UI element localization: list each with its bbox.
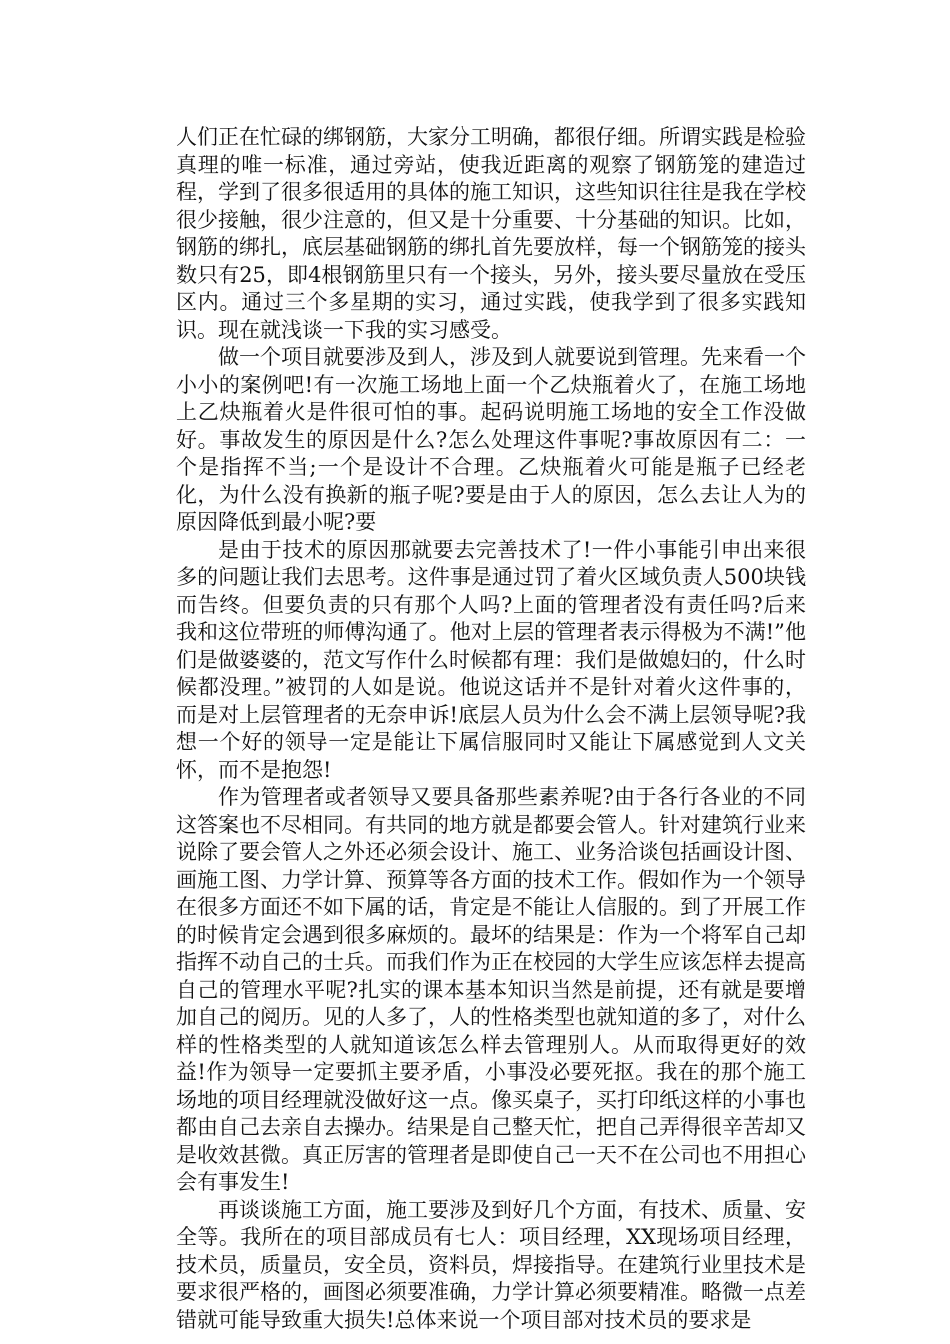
document-body xyxy=(176,124,806,1334)
paragraph-1: 人们正在忙碌的绑钢筋，大家分工明确，都很仔细。所谓实践是检验真理的唯一标准，通过旁站，使我近距离的观察了钢筋笼的建造过程，学到了很多很适用的具体的施工知识，这些知识往往是我在学校很少接触，很少注意的，但又是十分重要、十分基础的知识。比如，钢筋的绑扎，底层基础钢筋的绑扎首先要放样，每一个钢筋笼的接头数只有25，即4根钢筋里只有一个接头，另外，接头要尽量放在受压区内。通过三个多星期的实习，通过实践，使我学到了很多实践知识。现在就浅谈一下我的实习感受。 xyxy=(176,125,806,342)
paragraph-5: 再谈谈施工方面，施工要涉及到好几个方面，有技术、质量、安全等。我所在的项目部成员有七人：项目经理，XX现场项目经理，技术员，质量员，安全员，资料员，焊接指导。在建筑行业里技术是要求很严格的，画图必须要准确，力学计算必须要精准。略微一点差错就可能导致重大损失!总体来说一个项目部对技术员的要求是 xyxy=(176,1197,806,1332)
paragraph-4: 作为管理者或者领导又要具备那些素养呢?由于各行各业的不同这答案也不尽相同。有共同的地方就是都要会管人。针对建筑行业来说除了要会管人之外还必须会设计、施工、业务洽谈包括画设计图、画施工图、力学计算、预算等各方面的技术工作。假如作为一个领导在很多方面还不如下属的话，肯定是不能让人信服的。到了开展工作的时候肯定会遇到很多麻烦的。最坏的结果是：作为一个将军自己却指挥不动自己的士兵。而我们作为正在校园的大学生应该怎样去提高自己的管理水平呢?扎实的课本基本知识当然是前提，还有就是要增加自己的阅历。见的人多了，人的性格类型也就知道的多了，对什么样的性格类型的人就知道该怎么样去管理别人。从而取得更好的效益!作为领导一定要抓主要矛盾，小事没必要死抠。我在的那个施工场地的项目经理就没做好这一点。像买桌子，买打印纸这样的小事也都由自己去亲自去操办。结果是自己整天忙，把自己弄得很辛苦却又是收效甚微。真正厉害的管理者是即使自己一天不在公司也不用担心会有事发生! xyxy=(176,785,806,1194)
paragraph-2: 做一个项目就要涉及到人，涉及到人就要说到管理。先来看一个小小的案例吧!有一次施工场地上面一个乙炔瓶着火了，在施工场地上乙炔瓶着火是件很可怕的事。起码说明施工场地的安全工作没做好。事故发生的原因是什么?怎么处理这件事呢?事故原因有二：一个是指挥不当;一个是设计不合理。乙炔瓶着火可能是瓶子已经老化，为什么没有换新的瓶子呢?要是由于人的原因，怎么去让人为的原因降低到最小呢?要 xyxy=(176,345,806,534)
paragraph-3: 是由于技术的原因那就要去完善技术了!一件小事能引申出来很多的问题让我们去思考。这件事是通过罚了着火区域负责人500块钱而告终。但要负责的只有那个人吗?上面的管理者没有责任吗?后来我和这位带班的师傅沟通了。他对上层的管理者表示得极为不满!”他们是做婆婆的，范文写作什么时候都有理：我们是做媳妇的，什么时候都没理。”被罚的人如是说。他说这话并不是针对着火这件事的，而是对上层管理者的无奈申诉!底层人员为什么会不满上层领导呢?我想一个好的领导一定是能让下属信服同时又能让下属感觉到人文关怀，而不是抱怨! xyxy=(176,537,806,782)
